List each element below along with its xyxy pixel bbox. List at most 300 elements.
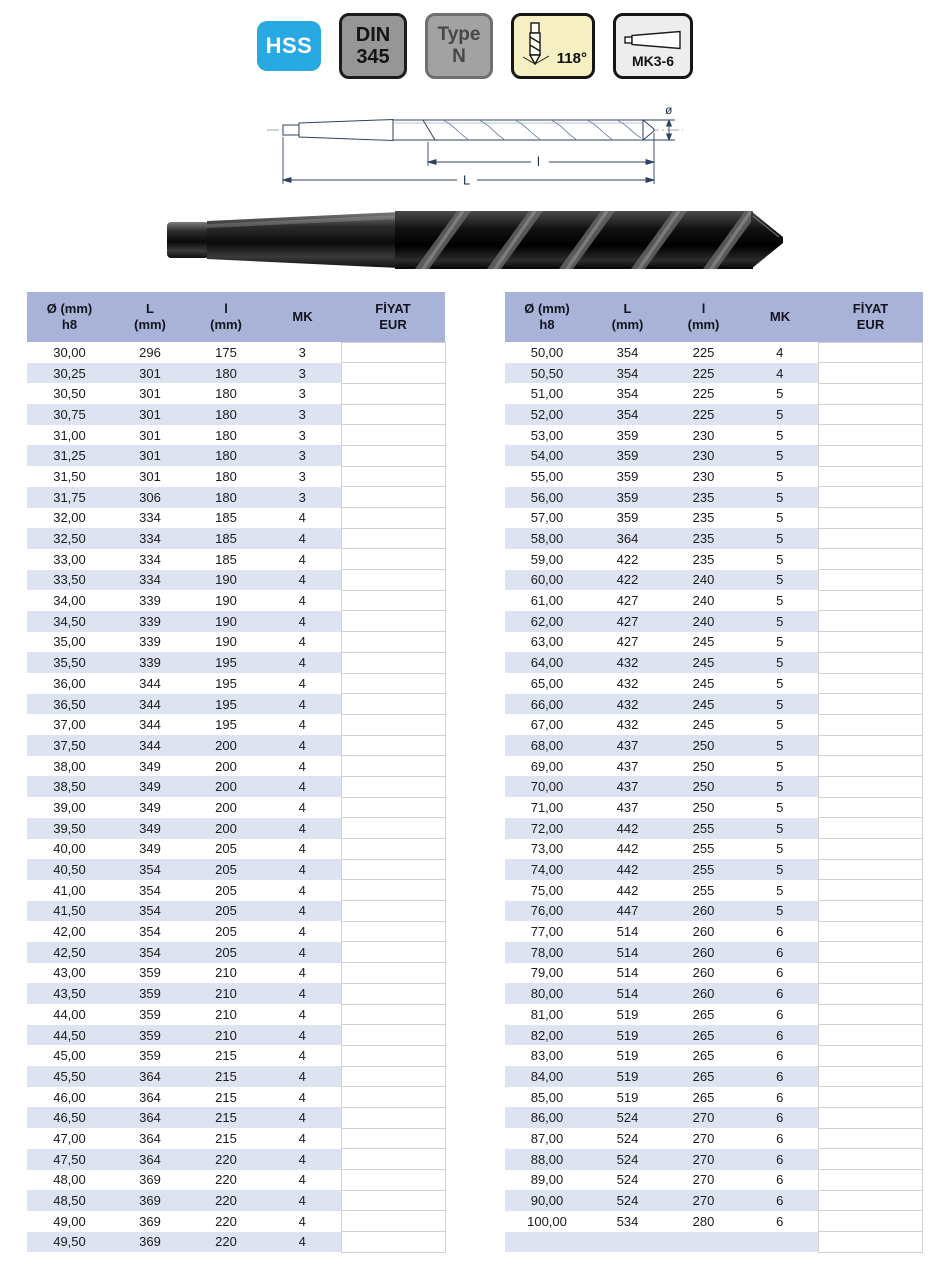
mk-cell: 5 (742, 859, 819, 880)
price-cell (819, 818, 923, 839)
mk-cell: 4 (264, 694, 341, 715)
header-total-length: L (mm) (112, 292, 188, 342)
flute-cell: 255 (692, 882, 715, 898)
mk-cell: 6 (776, 1006, 784, 1022)
flute-cell: 255 (692, 841, 715, 857)
dia-cell: 62,00 (505, 611, 590, 632)
mk-cell: 4 (264, 652, 341, 673)
flute-cell: 210 (188, 983, 264, 1004)
table-row (27, 859, 445, 880)
table-row (27, 549, 445, 570)
price-cell (819, 363, 923, 384)
price-cell (819, 528, 923, 549)
flute-cell: 200 (215, 799, 237, 815)
price-cell (341, 1045, 445, 1066)
price-cell (341, 921, 445, 942)
dia-cell: 88,00 (505, 1149, 590, 1170)
flute-cell: 260 (666, 942, 742, 963)
length-cell: 349 (112, 776, 188, 797)
mk-cell: 6 (776, 1130, 784, 1146)
dia-cell: 46,50 (27, 1107, 112, 1128)
table-row (505, 1025, 923, 1046)
price-cell (341, 963, 445, 984)
flute-cell: 270 (666, 1107, 742, 1128)
mk-cell: 5 (776, 593, 784, 609)
type-n-badge (425, 13, 493, 79)
length-cell: 534 (616, 1213, 639, 1229)
header-price: FİYAT EUR (819, 292, 923, 342)
dia-cell: 31,50 (53, 468, 86, 484)
length-cell: 427 (616, 593, 639, 609)
price-cell (819, 383, 923, 404)
price-cell (341, 1149, 445, 1170)
table-row (27, 466, 445, 487)
length-cell (590, 1232, 666, 1253)
price-cell (341, 818, 445, 839)
table-row (505, 425, 923, 446)
flute-cell: 205 (215, 924, 237, 940)
flute-cell: 250 (666, 776, 742, 797)
price-cell (341, 983, 445, 1004)
dia-cell: 89,00 (530, 1172, 564, 1188)
mk-cell: 4 (264, 1232, 341, 1253)
price-cell (819, 1045, 923, 1066)
price-cell (341, 632, 445, 653)
length-cell: 349 (139, 758, 161, 774)
length-cell: 432 (616, 675, 639, 691)
mk-cell: 3 (264, 363, 341, 384)
length-cell: 422 (616, 551, 639, 567)
mk-cell: 5 (742, 570, 819, 591)
table-row (505, 1066, 923, 1087)
technical-drawing (265, 104, 685, 196)
point-angle-badge (511, 13, 595, 79)
flute-cell: 205 (215, 841, 237, 857)
flute-cell: 215 (188, 1107, 264, 1128)
length-cell: 524 (616, 1172, 639, 1188)
price-cell (341, 1211, 445, 1232)
dia-cell: 30,00 (53, 344, 86, 360)
dia-cell: 55,00 (530, 468, 564, 484)
dia-cell: 84,00 (505, 1066, 590, 1087)
size-tables (27, 292, 923, 1253)
flute-cell (666, 1232, 742, 1253)
dia-cell: 48,50 (27, 1190, 112, 1211)
mk-cell: 5 (776, 841, 784, 857)
din-label-line2: 345 (356, 46, 390, 68)
dia-cell: 30,25 (27, 363, 112, 384)
flute-cell: 250 (666, 735, 742, 756)
length-cell: 359 (112, 983, 188, 1004)
price-cell (819, 735, 923, 756)
flute-cell: 180 (188, 404, 264, 425)
flute-cell: 190 (188, 611, 264, 632)
price-cell (341, 694, 445, 715)
length-cell: 422 (590, 570, 666, 591)
dia-cell: 34,00 (53, 593, 86, 609)
table-row (505, 735, 923, 756)
length-cell: 296 (139, 344, 161, 360)
mk-cell: 4 (264, 901, 341, 922)
flute-cell: 225 (692, 386, 715, 402)
dia-cell: 58,00 (505, 528, 590, 549)
table-row (505, 590, 923, 611)
length-cell: 334 (139, 510, 161, 526)
dia-cell: 72,00 (505, 818, 590, 839)
mk-cell: 5 (742, 611, 819, 632)
price-cell (819, 342, 923, 363)
length-cell: 359 (590, 487, 666, 508)
price-cell (341, 508, 445, 529)
dia-cell: 32,00 (53, 510, 86, 526)
flute-cell: 210 (215, 965, 237, 981)
price-cell (819, 694, 923, 715)
length-cell: 301 (112, 363, 188, 384)
flute-cell: 265 (692, 1048, 715, 1064)
mk-cell: 4 (298, 634, 306, 650)
dia-cell: 75,00 (530, 882, 564, 898)
table-row (505, 1107, 923, 1128)
length-cell: 437 (590, 735, 666, 756)
dia-cell: 51,00 (530, 386, 564, 402)
table-row (505, 1149, 923, 1170)
mk-cell: 6 (742, 942, 819, 963)
mk-cell: 4 (264, 776, 341, 797)
dia-cell: 43,00 (53, 965, 86, 981)
price-cell (341, 570, 445, 591)
flute-cell: 220 (188, 1232, 264, 1253)
table-row (27, 590, 445, 611)
price-cell (819, 425, 923, 446)
dia-cell: 38,50 (27, 776, 112, 797)
dia-cell: 47,50 (27, 1149, 112, 1170)
table-row (27, 1232, 445, 1253)
flute-cell: 265 (666, 1025, 742, 1046)
drill-outline (283, 120, 654, 141)
mk-cell: 5 (776, 427, 784, 443)
drill-photo-shape (167, 211, 783, 269)
table-row (505, 445, 923, 466)
table-row (505, 694, 923, 715)
flute-cell: 215 (215, 1048, 237, 1064)
mk-cell: 4 (298, 1130, 306, 1146)
mk-cell: 4 (298, 1006, 306, 1022)
dia-cell: 37,00 (53, 717, 86, 733)
flute-cell: 235 (666, 487, 742, 508)
price-cell (341, 714, 445, 735)
length-cell: 364 (112, 1149, 188, 1170)
table-row (505, 776, 923, 797)
mk-cell: 6 (776, 924, 784, 940)
mk-cell: 4 (264, 1149, 341, 1170)
table-row (27, 1004, 445, 1025)
table-row (27, 383, 445, 404)
table-row (505, 797, 923, 818)
dia-cell: 44,50 (27, 1025, 112, 1046)
length-cell: 432 (616, 717, 639, 733)
point-angle-label: 118° (556, 50, 587, 67)
flute-cell: 200 (188, 818, 264, 839)
price-cell (341, 404, 445, 425)
price-cell (341, 342, 445, 363)
length-cell: 432 (590, 652, 666, 673)
table-row (27, 797, 445, 818)
mk-cell: 4 (742, 363, 819, 384)
header-diameter: Ø (mm) h8 (27, 292, 112, 342)
length-cell: 349 (139, 841, 161, 857)
table-body-left (27, 342, 445, 1252)
flute-cell: 240 (666, 570, 742, 591)
table-row (27, 528, 445, 549)
length-cell: 519 (590, 1066, 666, 1087)
length-cell: 354 (112, 901, 188, 922)
flute-cell: 195 (188, 652, 264, 673)
flute-cell: 180 (215, 386, 237, 402)
header-diameter: Ø (mm) h8 (505, 292, 590, 342)
price-cell (341, 466, 445, 487)
table-row (505, 383, 923, 404)
table-row (505, 839, 923, 860)
table-row (505, 652, 923, 673)
flute-length-dimension (428, 133, 654, 184)
flute-cell: 245 (692, 717, 715, 733)
length-cell: 442 (590, 818, 666, 839)
price-cell (819, 1170, 923, 1191)
price-cell (341, 383, 445, 404)
length-cell: 524 (590, 1149, 666, 1170)
dim-label-flute: l (537, 154, 540, 169)
type-label-line1: Type (437, 24, 481, 46)
table-row (27, 756, 445, 777)
price-cell (819, 963, 923, 984)
table-row (27, 921, 445, 942)
length-cell: 432 (590, 694, 666, 715)
table-row (27, 1190, 445, 1211)
mk-cell: 4 (298, 924, 306, 940)
dia-cell: 42,00 (53, 924, 86, 940)
price-cell (819, 756, 923, 777)
flute-cell: 270 (666, 1190, 742, 1211)
table-row (27, 1066, 445, 1087)
dia-cell: 73,00 (530, 841, 564, 857)
mk-cell: 4 (298, 675, 306, 691)
mk-cell: 6 (742, 1107, 819, 1128)
mk-cell: 4 (264, 942, 341, 963)
length-cell: 359 (616, 468, 639, 484)
price-cell (819, 983, 923, 1004)
mk-cell: 6 (776, 965, 784, 981)
length-cell: 514 (590, 942, 666, 963)
mk-cell: 4 (264, 1066, 341, 1087)
dia-cell: 45,50 (27, 1066, 112, 1087)
flute-cell: 265 (692, 1089, 715, 1105)
table-row (27, 404, 445, 425)
table-row (505, 983, 923, 1004)
price-cell (341, 880, 445, 901)
length-cell: 354 (590, 363, 666, 384)
dia-cell: 32,50 (27, 528, 112, 549)
length-cell: 442 (616, 882, 639, 898)
price-cell (819, 1232, 923, 1253)
dia-cell: 78,00 (505, 942, 590, 963)
price-cell (819, 1025, 923, 1046)
mk-cell: 4 (264, 735, 341, 756)
dia-cell: 42,50 (27, 942, 112, 963)
mk-cell: 3 (298, 386, 306, 402)
mk-cell: 4 (264, 1025, 341, 1046)
length-cell: 369 (112, 1232, 188, 1253)
flute-cell: 175 (215, 344, 237, 360)
table-header (505, 292, 923, 342)
table-row (505, 921, 923, 942)
length-cell: 344 (139, 717, 161, 733)
dia-cell: 67,00 (530, 717, 564, 733)
mk-cell: 4 (264, 859, 341, 880)
flute-cell: 245 (692, 634, 715, 650)
price-cell (819, 859, 923, 880)
dia-cell (505, 1232, 590, 1253)
table-row (27, 425, 445, 446)
price-cell (819, 404, 923, 425)
mk-cell: 6 (776, 1048, 784, 1064)
mk-cell: 5 (776, 551, 784, 567)
length-cell: 339 (112, 611, 188, 632)
table-row (27, 445, 445, 466)
length-cell: 349 (112, 818, 188, 839)
table-row (505, 1004, 923, 1025)
table-row (505, 528, 923, 549)
mk-cell: 4 (298, 1172, 306, 1188)
badge-row (0, 10, 950, 82)
dia-cell: 90,00 (505, 1190, 590, 1211)
type-label-line2: N (452, 46, 466, 67)
price-cell (341, 590, 445, 611)
table-row (27, 1211, 445, 1232)
flute-cell: 215 (215, 1130, 237, 1146)
length-cell: 301 (139, 386, 161, 402)
flute-cell: 255 (666, 859, 742, 880)
flute-cell: 190 (215, 593, 237, 609)
table-row (505, 756, 923, 777)
length-cell: 369 (139, 1172, 161, 1188)
flute-cell: 260 (666, 983, 742, 1004)
price-cell (819, 880, 923, 901)
mk-cell: 5 (776, 717, 784, 733)
mk-cell: 4 (776, 344, 784, 360)
length-cell: 339 (112, 652, 188, 673)
table-row (27, 1128, 445, 1149)
dia-cell: 71,00 (530, 799, 564, 815)
length-cell: 334 (112, 528, 188, 549)
table-row (27, 1045, 445, 1066)
price-cell (819, 1087, 923, 1108)
hss-label: HSS (265, 33, 313, 58)
flute-cell: 245 (666, 694, 742, 715)
flute-cell: 265 (692, 1006, 715, 1022)
mk-cell: 3 (298, 344, 306, 360)
mk-cell: 3 (264, 404, 341, 425)
dia-cell: 34,50 (27, 611, 112, 632)
table-header (27, 292, 445, 342)
length-cell: 514 (616, 965, 639, 981)
length-cell: 334 (112, 570, 188, 591)
length-cell: 359 (590, 445, 666, 466)
dia-cell: 74,00 (505, 859, 590, 880)
dia-cell: 80,00 (505, 983, 590, 1004)
flute-cell: 205 (188, 942, 264, 963)
table-row (505, 404, 923, 425)
mk-cell: 4 (264, 818, 341, 839)
table-row (505, 508, 923, 529)
morse-taper-label: MK3-6 (631, 53, 674, 69)
table-row (505, 901, 923, 922)
mk-cell: 5 (742, 818, 819, 839)
dia-cell: 39,00 (53, 799, 86, 815)
mk-cell: 4 (264, 611, 341, 632)
flute-cell: 215 (215, 1089, 237, 1105)
dia-cell: 69,00 (530, 758, 564, 774)
flute-cell: 245 (692, 675, 715, 691)
dia-cell: 61,00 (530, 593, 564, 609)
price-cell (341, 1087, 445, 1108)
length-cell: 344 (139, 675, 161, 691)
dia-cell: 44,00 (53, 1006, 86, 1022)
mk-cell: 6 (776, 1213, 784, 1229)
dia-cell: 41,50 (27, 901, 112, 922)
table-row (505, 342, 923, 363)
dia-cell: 36,50 (27, 694, 112, 715)
table-row (27, 963, 445, 984)
mk-cell: 3 (298, 427, 306, 443)
length-cell: 442 (590, 859, 666, 880)
flute-cell: 180 (215, 468, 237, 484)
flute-cell: 215 (188, 1066, 264, 1087)
mk-cell: 5 (742, 528, 819, 549)
flute-cell: 260 (666, 901, 742, 922)
dia-cell: 85,00 (530, 1089, 564, 1105)
header-morse-taper: MK (264, 292, 341, 342)
length-cell: 306 (112, 487, 188, 508)
mk-cell: 3 (298, 468, 306, 484)
dia-cell: 60,00 (505, 570, 590, 591)
flute-cell: 195 (215, 675, 237, 691)
flute-cell: 225 (666, 404, 742, 425)
length-cell: 359 (616, 510, 639, 526)
table-row (27, 570, 445, 591)
table-row (505, 466, 923, 487)
table-row (27, 652, 445, 673)
flute-cell: 205 (215, 882, 237, 898)
length-cell: 524 (616, 1130, 639, 1146)
flute-cell: 195 (188, 694, 264, 715)
mk-cell: 4 (264, 528, 341, 549)
length-cell: 339 (139, 634, 161, 650)
dia-cell: 52,00 (505, 404, 590, 425)
table-row (27, 983, 445, 1004)
mk-cell: 4 (298, 510, 306, 526)
flute-cell: 180 (215, 427, 237, 443)
flute-cell: 245 (666, 652, 742, 673)
drill-point-icon (522, 21, 550, 71)
mk-cell: 6 (742, 1149, 819, 1170)
price-cell (819, 632, 923, 653)
flute-cell: 200 (188, 735, 264, 756)
length-cell: 524 (590, 1107, 666, 1128)
header-total-length: L (mm) (590, 292, 666, 342)
table-row (505, 880, 923, 901)
dia-cell: 31,75 (27, 487, 112, 508)
mk-cell: 6 (742, 1025, 819, 1046)
